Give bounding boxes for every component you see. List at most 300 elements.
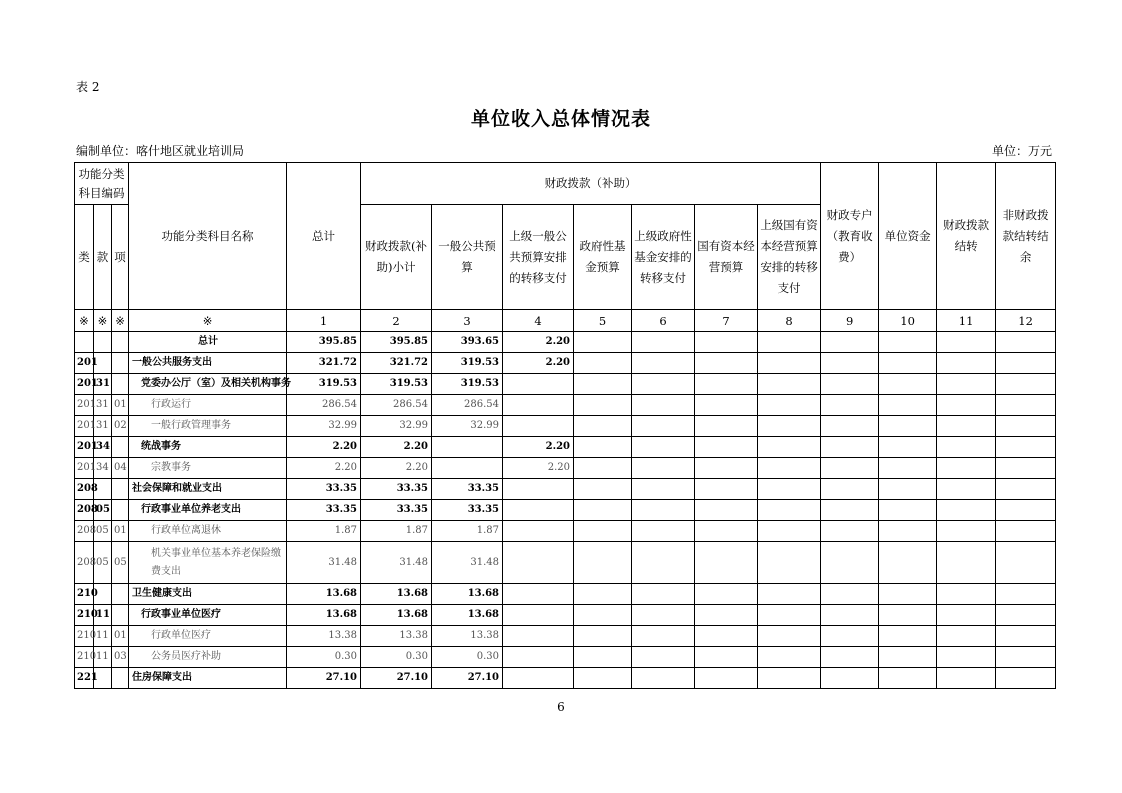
cell-empty (758, 647, 821, 668)
cell-empty (996, 353, 1056, 374)
cell-empty (821, 626, 879, 647)
index-cell: 8 (758, 310, 821, 332)
cell-empty (996, 647, 1056, 668)
cell-empty (632, 395, 695, 416)
table-row (75, 500, 1056, 521)
cell-empty (821, 500, 879, 521)
cell-upper-general (503, 479, 574, 500)
cell-empty (996, 605, 1056, 626)
cell-empty (695, 584, 758, 605)
table-row (75, 374, 1056, 395)
table-row (75, 584, 1056, 605)
cell-lei: 208 (75, 521, 94, 542)
cell-empty (574, 395, 632, 416)
cell-kuan: 11 (94, 605, 112, 626)
index-cell: 2 (361, 310, 432, 332)
cell-empty (996, 416, 1056, 437)
cell-empty (996, 668, 1056, 689)
cell-xiang (112, 668, 129, 689)
cell-xiang: 05 (112, 542, 129, 584)
cell-empty (574, 668, 632, 689)
cell-fiscal-sub: 1.87 (361, 521, 432, 542)
cell-empty (632, 458, 695, 479)
cell-empty (632, 521, 695, 542)
cell-empty (632, 416, 695, 437)
header-upper-gov-fund: 上级政府性基金安排的转移支付 (632, 205, 695, 310)
cell-upper-general (503, 647, 574, 668)
cell-total: 33.35 (287, 500, 361, 521)
cell-empty (937, 437, 996, 458)
cell-empty (937, 479, 996, 500)
header-name: 功能分类科目名称 (129, 163, 287, 310)
cell-empty (821, 374, 879, 395)
cell-empty (996, 437, 1056, 458)
cell-upper-general (503, 416, 574, 437)
cell-empty (632, 437, 695, 458)
index-cell: 4 (503, 310, 574, 332)
cell-total: 31.48 (287, 542, 361, 584)
cell-empty (574, 500, 632, 521)
cell-empty (758, 542, 821, 584)
cell-upper-general (503, 374, 574, 395)
cell-name: 卫生健康支出 (129, 584, 287, 605)
cell-empty (996, 521, 1056, 542)
cell-empty (821, 542, 879, 584)
cell-name: 住房保障支出 (129, 668, 287, 689)
cell-fiscal-sub: 395.85 (361, 332, 432, 353)
table-row (75, 647, 1056, 668)
cell-xiang (112, 479, 129, 500)
header-xiang: 项 (112, 205, 129, 310)
cell-empty (758, 437, 821, 458)
cell-total: 319.53 (287, 374, 361, 395)
cell-empty (996, 395, 1056, 416)
cell-empty (695, 500, 758, 521)
cell-fiscal-sub: 13.68 (361, 584, 432, 605)
header-code-group: 功能分类科目编码 (75, 163, 129, 205)
cell-kuan: 31 (94, 416, 112, 437)
cell-xiang: 01 (112, 521, 129, 542)
cell-general (432, 437, 503, 458)
cell-name: 行政事业单位医疗 (129, 605, 287, 626)
index-row (75, 310, 1056, 332)
index-cell: ※ (112, 310, 129, 332)
page-title: 单位收入总体情况表 (470, 108, 651, 130)
cell-total: 27.10 (287, 668, 361, 689)
cell-upper-general (503, 605, 574, 626)
cell-empty (574, 332, 632, 353)
cell-empty (574, 584, 632, 605)
cell-empty (996, 479, 1056, 500)
cell-empty (879, 395, 937, 416)
cell-xiang (112, 332, 129, 353)
cell-empty (879, 521, 937, 542)
cell-upper-general: 2.20 (503, 353, 574, 374)
cell-general: 33.35 (432, 479, 503, 500)
header-upper-state-capital: 上级国有资本经营预算安排的转移支付 (758, 205, 821, 310)
cell-name: 一般行政管理事务 (129, 416, 287, 437)
cell-empty (937, 416, 996, 437)
cell-empty (879, 626, 937, 647)
income-table (74, 162, 1056, 689)
cell-xiang (112, 500, 129, 521)
cell-name: 行政单位医疗 (129, 626, 287, 647)
cell-empty (996, 626, 1056, 647)
cell-general: 1.87 (432, 521, 503, 542)
table-row (75, 437, 1056, 458)
cell-empty (996, 332, 1056, 353)
cell-empty (758, 500, 821, 521)
cell-lei: 210 (75, 605, 94, 626)
cell-empty (695, 521, 758, 542)
cell-empty (821, 332, 879, 353)
cell-fiscal-sub: 32.99 (361, 416, 432, 437)
cell-xiang (112, 605, 129, 626)
cell-empty (695, 353, 758, 374)
cell-empty (937, 626, 996, 647)
cell-empty (632, 479, 695, 500)
cell-name: 宗教事务 (129, 458, 287, 479)
cell-kuan (94, 332, 112, 353)
cell-empty (695, 626, 758, 647)
cell-empty (632, 668, 695, 689)
header-special: 财政专户（教育收费） (821, 163, 879, 310)
cell-general (432, 458, 503, 479)
cell-xiang (112, 437, 129, 458)
cell-empty (695, 605, 758, 626)
cell-empty (632, 542, 695, 584)
header-fiscal-carry: 财政拨款结转 (937, 163, 996, 310)
cell-empty (879, 458, 937, 479)
cell-name: 一般公共服务支出 (129, 353, 287, 374)
cell-total: 2.20 (287, 437, 361, 458)
cell-lei: 210 (75, 584, 94, 605)
cell-empty (937, 395, 996, 416)
cell-empty (758, 395, 821, 416)
cell-general: 286.54 (432, 395, 503, 416)
cell-empty (937, 668, 996, 689)
cell-empty (632, 605, 695, 626)
cell-empty (574, 479, 632, 500)
table-row (75, 605, 1056, 626)
header-gov-fund: 政府性基金预算 (574, 205, 632, 310)
cell-lei: 201 (75, 416, 94, 437)
cell-general: 319.53 (432, 374, 503, 395)
cell-lei: 201 (75, 374, 94, 395)
cell-kuan: 11 (94, 626, 112, 647)
cell-empty (879, 479, 937, 500)
cell-empty (996, 500, 1056, 521)
cell-xiang (112, 374, 129, 395)
cell-empty (879, 353, 937, 374)
cell-empty (821, 458, 879, 479)
currency-unit: 单位：万元 (991, 144, 1052, 158)
cell-fiscal-sub: 321.72 (361, 353, 432, 374)
index-cell: 3 (432, 310, 503, 332)
table-row (75, 626, 1056, 647)
cell-general: 13.68 (432, 605, 503, 626)
cell-total: 321.72 (287, 353, 361, 374)
cell-empty (879, 374, 937, 395)
cell-lei: 208 (75, 500, 94, 521)
cell-name: 行政单位离退休 (129, 521, 287, 542)
page-number: 6 (557, 700, 565, 714)
cell-general: 33.35 (432, 500, 503, 521)
header-general: 一般公共预算 (432, 205, 503, 310)
cell-empty (821, 605, 879, 626)
cell-empty (879, 437, 937, 458)
cell-empty (821, 437, 879, 458)
cell-upper-general (503, 395, 574, 416)
index-cell: 6 (632, 310, 695, 332)
table-row (75, 458, 1056, 479)
cell-empty (695, 458, 758, 479)
cell-lei: 221 (75, 668, 94, 689)
cell-empty (879, 416, 937, 437)
index-cell: ※ (75, 310, 94, 332)
cell-empty (758, 374, 821, 395)
cell-empty (821, 584, 879, 605)
cell-fiscal-sub: 33.35 (361, 500, 432, 521)
cell-upper-general (503, 668, 574, 689)
cell-kuan: 05 (94, 521, 112, 542)
cell-empty (758, 479, 821, 500)
cell-empty (574, 416, 632, 437)
cell-xiang: 01 (112, 395, 129, 416)
header-lei: 类 (75, 205, 94, 310)
table-row (75, 668, 1056, 689)
cell-empty (937, 374, 996, 395)
cell-fiscal-sub: 319.53 (361, 374, 432, 395)
cell-empty (937, 353, 996, 374)
index-cell: ※ (129, 310, 287, 332)
header-kuan: 款 (94, 205, 112, 310)
cell-empty (758, 668, 821, 689)
cell-general: 393.65 (432, 332, 503, 353)
cell-total: 286.54 (287, 395, 361, 416)
cell-upper-general: 2.20 (503, 332, 574, 353)
cell-empty (996, 458, 1056, 479)
cell-empty (758, 521, 821, 542)
cell-empty (879, 542, 937, 584)
cell-empty (937, 458, 996, 479)
cell-lei: 201 (75, 353, 94, 374)
cell-lei: 201 (75, 395, 94, 416)
cell-empty (574, 353, 632, 374)
cell-xiang: 01 (112, 626, 129, 647)
cell-empty (695, 332, 758, 353)
cell-total: 0.30 (287, 647, 361, 668)
cell-fiscal-sub: 27.10 (361, 668, 432, 689)
cell-kuan: 31 (94, 395, 112, 416)
cell-upper-general (503, 500, 574, 521)
cell-upper-general (503, 542, 574, 584)
cell-lei: 210 (75, 647, 94, 668)
cell-total: 32.99 (287, 416, 361, 437)
cell-total: 13.38 (287, 626, 361, 647)
index-cell: 9 (821, 310, 879, 332)
cell-general: 31.48 (432, 542, 503, 584)
cell-empty (879, 605, 937, 626)
cell-empty (632, 647, 695, 668)
cell-empty (937, 584, 996, 605)
cell-empty (695, 416, 758, 437)
cell-lei: 208 (75, 479, 94, 500)
cell-empty (632, 500, 695, 521)
cell-empty (996, 542, 1056, 584)
index-cell: 10 (879, 310, 937, 332)
cell-empty (937, 500, 996, 521)
header-unit-fund: 单位资金 (879, 163, 937, 310)
cell-empty (937, 605, 996, 626)
cell-empty (758, 353, 821, 374)
cell-empty (821, 353, 879, 374)
header-state-capital: 国有资本经营预算 (695, 205, 758, 310)
table-row (75, 479, 1056, 500)
cell-xiang: 03 (112, 647, 129, 668)
cell-empty (758, 605, 821, 626)
cell-lei: 201 (75, 437, 94, 458)
cell-general: 0.30 (432, 647, 503, 668)
cell-empty (937, 647, 996, 668)
cell-empty (695, 395, 758, 416)
cell-empty (821, 647, 879, 668)
cell-empty (695, 437, 758, 458)
cell-kuan: 31 (94, 374, 112, 395)
cell-empty (758, 584, 821, 605)
cell-xiang (112, 584, 129, 605)
cell-empty (632, 332, 695, 353)
cell-fiscal-sub: 13.38 (361, 626, 432, 647)
table-row (75, 332, 1056, 353)
table-row (75, 542, 1056, 584)
cell-upper-general (503, 626, 574, 647)
header-fiscal-group: 财政拨款（补助） (361, 163, 821, 205)
compiling-unit: 编制单位：喀什地区就业培训局 (76, 144, 245, 158)
cell-fiscal-sub: 286.54 (361, 395, 432, 416)
cell-empty (758, 458, 821, 479)
cell-fiscal-sub: 2.20 (361, 458, 432, 479)
table-row (75, 395, 1056, 416)
cell-empty (879, 332, 937, 353)
cell-upper-general (503, 584, 574, 605)
cell-total: 2.20 (287, 458, 361, 479)
cell-name: 行政事业单位养老支出 (129, 500, 287, 521)
cell-name: 公务员医疗补助 (129, 647, 287, 668)
table-row (75, 521, 1056, 542)
cell-empty (695, 647, 758, 668)
cell-upper-general: 2.20 (503, 458, 574, 479)
cell-name: 统战事务 (129, 437, 287, 458)
cell-total: 13.68 (287, 605, 361, 626)
cell-kuan: 05 (94, 500, 112, 521)
header-fiscal-sub: 财政拨款(补助)小计 (361, 205, 432, 310)
cell-name: 社会保障和就业支出 (129, 479, 287, 500)
index-cell: 11 (937, 310, 996, 332)
cell-empty (574, 647, 632, 668)
cell-name: 机关事业单位基本养老保险缴费支出 (129, 542, 287, 584)
header-total: 总计 (287, 163, 361, 310)
table-row (75, 353, 1056, 374)
cell-empty (758, 332, 821, 353)
cell-lei: 201 (75, 458, 94, 479)
cell-empty (821, 416, 879, 437)
cell-kuan: 34 (94, 437, 112, 458)
cell-lei: 210 (75, 626, 94, 647)
header-upper-general: 上级一般公共预算安排的转移支付 (503, 205, 574, 310)
table-row (75, 416, 1056, 437)
cell-general: 319.53 (432, 353, 503, 374)
cell-empty (996, 374, 1056, 395)
cell-empty (574, 542, 632, 584)
cell-empty (937, 542, 996, 584)
cell-empty (574, 521, 632, 542)
cell-total: 13.68 (287, 584, 361, 605)
cell-total: 395.85 (287, 332, 361, 353)
cell-empty (632, 374, 695, 395)
cell-empty (879, 500, 937, 521)
cell-upper-general: 2.20 (503, 437, 574, 458)
cell-fiscal-sub: 31.48 (361, 542, 432, 584)
cell-xiang (112, 353, 129, 374)
cell-name: 总计 (129, 332, 287, 353)
cell-general: 27.10 (432, 668, 503, 689)
cell-empty (821, 479, 879, 500)
index-cell: ※ (94, 310, 112, 332)
cell-empty (695, 542, 758, 584)
cell-general: 13.68 (432, 584, 503, 605)
cell-empty (695, 374, 758, 395)
index-cell: 12 (996, 310, 1056, 332)
cell-fiscal-sub: 0.30 (361, 647, 432, 668)
cell-empty (574, 605, 632, 626)
cell-general: 13.38 (432, 626, 503, 647)
cell-empty (879, 584, 937, 605)
header-nonfiscal-carry: 非财政拨款结转结余 (996, 163, 1056, 310)
cell-empty (758, 416, 821, 437)
cell-lei: 208 (75, 542, 94, 584)
cell-name: 党委办公厅（室）及相关机构事务 (129, 374, 287, 395)
cell-empty (879, 647, 937, 668)
index-cell: 1 (287, 310, 361, 332)
cell-name: 行政运行 (129, 395, 287, 416)
cell-kuan: 05 (94, 542, 112, 584)
cell-fiscal-sub: 33.35 (361, 479, 432, 500)
table-number: 表 2 (76, 80, 100, 94)
cell-empty (821, 521, 879, 542)
cell-xiang: 04 (112, 458, 129, 479)
cell-general: 32.99 (432, 416, 503, 437)
cell-empty (821, 395, 879, 416)
cell-kuan: 11 (94, 647, 112, 668)
cell-total: 33.35 (287, 479, 361, 500)
cell-empty (937, 521, 996, 542)
cell-empty (695, 668, 758, 689)
cell-empty (574, 626, 632, 647)
cell-empty (632, 626, 695, 647)
cell-kuan: 34 (94, 458, 112, 479)
index-cell: 5 (574, 310, 632, 332)
cell-empty (574, 458, 632, 479)
cell-empty (758, 626, 821, 647)
cell-empty (996, 584, 1056, 605)
cell-upper-general (503, 521, 574, 542)
cell-empty (632, 353, 695, 374)
cell-empty (632, 584, 695, 605)
cell-empty (821, 668, 879, 689)
cell-empty (937, 332, 996, 353)
cell-fiscal-sub: 13.68 (361, 605, 432, 626)
